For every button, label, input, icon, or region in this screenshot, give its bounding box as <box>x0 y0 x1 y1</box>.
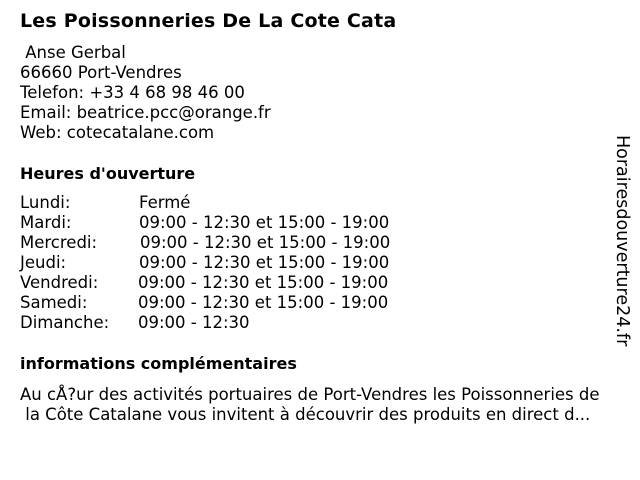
day-label: Vendredi: <box>20 273 99 292</box>
email-line: Email: beatrice.pcc@orange.fr <box>20 103 271 122</box>
hours-value: 09:00 - 12:30 et 15:00 - 19:00 <box>138 273 389 292</box>
hours-value: 09:00 - 12:30 et 15:00 - 19:00 <box>139 253 390 272</box>
hours-value: 09:00 - 12:30 et 15:00 - 19:00 <box>140 233 391 252</box>
info-description-line-2: la Côte Catalane vous invitent à découvrir des produits en direct d... <box>20 405 591 424</box>
day-label: Dimanche: <box>20 313 110 332</box>
info-description-line-1: Au cÅ?ur des activités portuaires de Port-Vendres les Poissonneries de <box>20 385 600 404</box>
hours-value: 09:00 - 12:30 et 15:00 - 19:00 <box>139 213 390 232</box>
day-label: Jeudi: <box>20 253 67 272</box>
day-label: Mardi: <box>20 213 72 232</box>
hours-value: Fermé <box>139 193 191 212</box>
address-street: Anse Gerbal <box>20 43 126 62</box>
hours-heading: Heures d'ouverture <box>20 164 196 183</box>
address-city: 66660 Port-Vendres <box>20 63 182 82</box>
web-line: Web: cotecatalane.com <box>20 123 215 142</box>
hours-value: 09:00 - 12:30 <box>138 313 250 332</box>
day-label: Mercredi: <box>20 233 98 252</box>
day-label: Lundi: <box>20 193 71 212</box>
hours-value: 09:00 - 12:30 et 15:00 - 19:00 <box>138 293 389 312</box>
info-heading: informations complémentaires <box>20 354 297 373</box>
business-name: Les Poissonneries De La Cote Cata <box>20 10 397 32</box>
site-watermark: Horairesdouverture24.fr <box>612 135 632 347</box>
phone-line: Telefon: +33 4 68 98 46 00 <box>20 83 245 102</box>
day-label: Samedi: <box>20 293 88 312</box>
